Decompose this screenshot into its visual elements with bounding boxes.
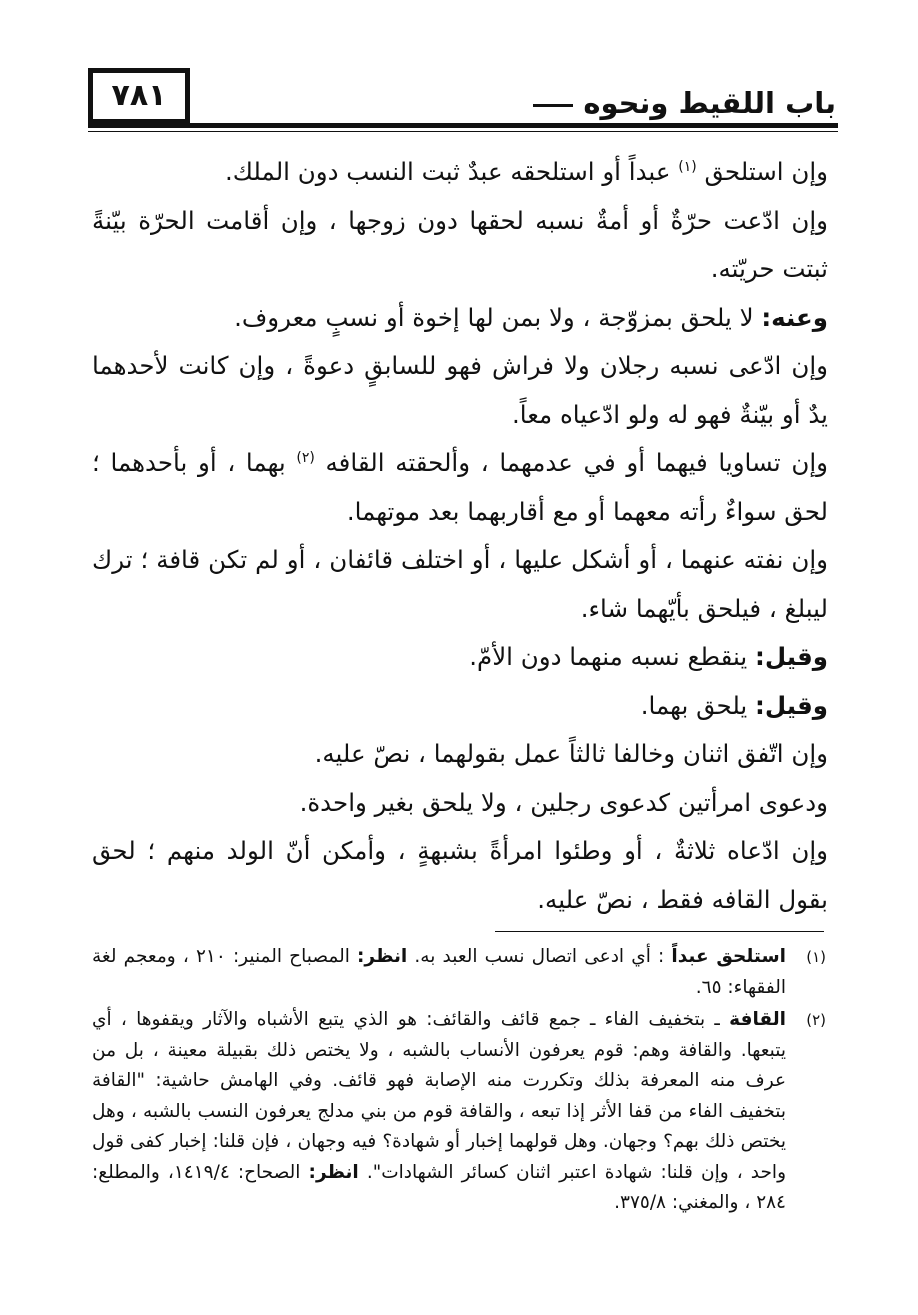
footnote	[92, 942, 826, 1003]
footnote-text: القافة ـ بتخفيف الفاء ـ جمع قائف والقائف: هو الذي يتبع الأشباه والآثار ويقفوها ، أي يتبعها. والقافة وهم: قوم يعرفون الأنساب بالشبه ، ولا يختص ذلك بقبيلة معينة ، بل من عرف منه المعرفة بذلك وتكررت منه الإصابة فهو قائف. وفي الهامش حاشية: "القافة بتخفيف الفاء من قفا الأثر إذا تبعه ، والقافة قوم من بني مدلج يعرفون النسب بالشبه ، وهل يختص ذلك بهم؟ وجهان. وهل قولهما إخبار أو شهادة؟ فيه وجهان ، فإن قلنا: إخبار كفى قول واحد ، وإن قلنا: شهادة اعتبر اثنان كسائر الشهادات". انظر: الصحاح: ١٤١٩/٤، والمطلع: ٢٨٤ ، والمغني: ٣٧٥/٨.	[92, 1009, 787, 1213]
footnote-ref[interactable]: (١)	[678, 158, 697, 175]
header-rule-thin	[88, 131, 838, 132]
chapter-title-text: باب اللقيط ونحوه	[583, 86, 836, 120]
chapter-title	[519, 86, 836, 120]
paragraph: وإن تساويا فيهما أو في عدمهما ، وألحقته القافه $^{(٢)}$ بهما ، أو بأحدهما ؛ لحق سواءٌ رأته معهما أو مع أقاربهما بعد موتهما.	[92, 448, 828, 526]
paragraph: وعنه: لا يلحق بمزوّجة ، ولا بمن لها إخوة أو نسبٍ معروف.	[234, 302, 828, 332]
footnote-text: استلحق عبداً : أي ادعى اتصال نسب العبد به. انظر: المصباح المنير: ٢١٠ ، ومعجم لغة الفقهاء: ٦٥.	[92, 946, 786, 998]
header-rule	[88, 123, 838, 128]
paragraph: ودعوى امرأتين كدعوى رجلين ، ولا يلحق بغير واحدة.	[299, 787, 828, 817]
body-text	[92, 148, 828, 924]
paragraph: وإن اتّفق اثنان وخالفا ثالثاً عمل بقولهما ، نصّ عليه.	[314, 739, 828, 768]
footnote-number: (١)	[806, 948, 826, 966]
paragraph: وإن ادّعاه ثلاثةٌ ، أو وطئوا امرأةً بشبهةٍ ، وأمكن أنّ الولد منهم ؛ لحق بقول القافه فقط ، نصّ عليه.	[92, 836, 828, 914]
footnote-ref[interactable]: (٢)	[296, 449, 315, 466]
footnotes	[92, 942, 826, 1221]
paragraph: وإن ادّعت حرّةٌ أو أمةٌ نسبه لحقها دون زوجها ، وإن أقامت الحرّة بيّنةً ثبتت حريّته.	[92, 205, 828, 283]
footnote-separator	[495, 931, 824, 932]
paragraph: وإن استلحق $^{(١)}$ عبداً أو استلحقه عبدٌ ثبت النسب دون الملك.	[224, 157, 828, 186]
title-dash	[533, 104, 573, 107]
paragraph: وقيل: يلحق بهما.	[640, 690, 828, 720]
paragraph: وإن ادّعى نسبه رجلان ولا فراش فهو للسابقٍ دعوةً ، وإن كانت لأحدهما يدٌ أو بيّنةٌ فهو له ولو ادّعياه معاً.	[92, 351, 828, 429]
page-number: ٧٨١	[88, 68, 190, 124]
footnote-number: (٢)	[806, 1011, 826, 1029]
paragraph: وإن نفته عنهما ، أو أشكل عليها ، أو اختلف قائفان ، أو لم تكن قافة ؛ ترك ليبلغ ، فيلحق بأيّهما شاء.	[92, 545, 828, 623]
bold-label: وقيل:	[755, 690, 828, 720]
bold-label: وقيل:	[755, 642, 828, 671]
paragraph: وقيل: ينقطع نسبه منهما دون الأمّ.	[469, 642, 828, 671]
footnote	[92, 1005, 826, 1219]
bold-label: وعنه:	[761, 302, 828, 332]
